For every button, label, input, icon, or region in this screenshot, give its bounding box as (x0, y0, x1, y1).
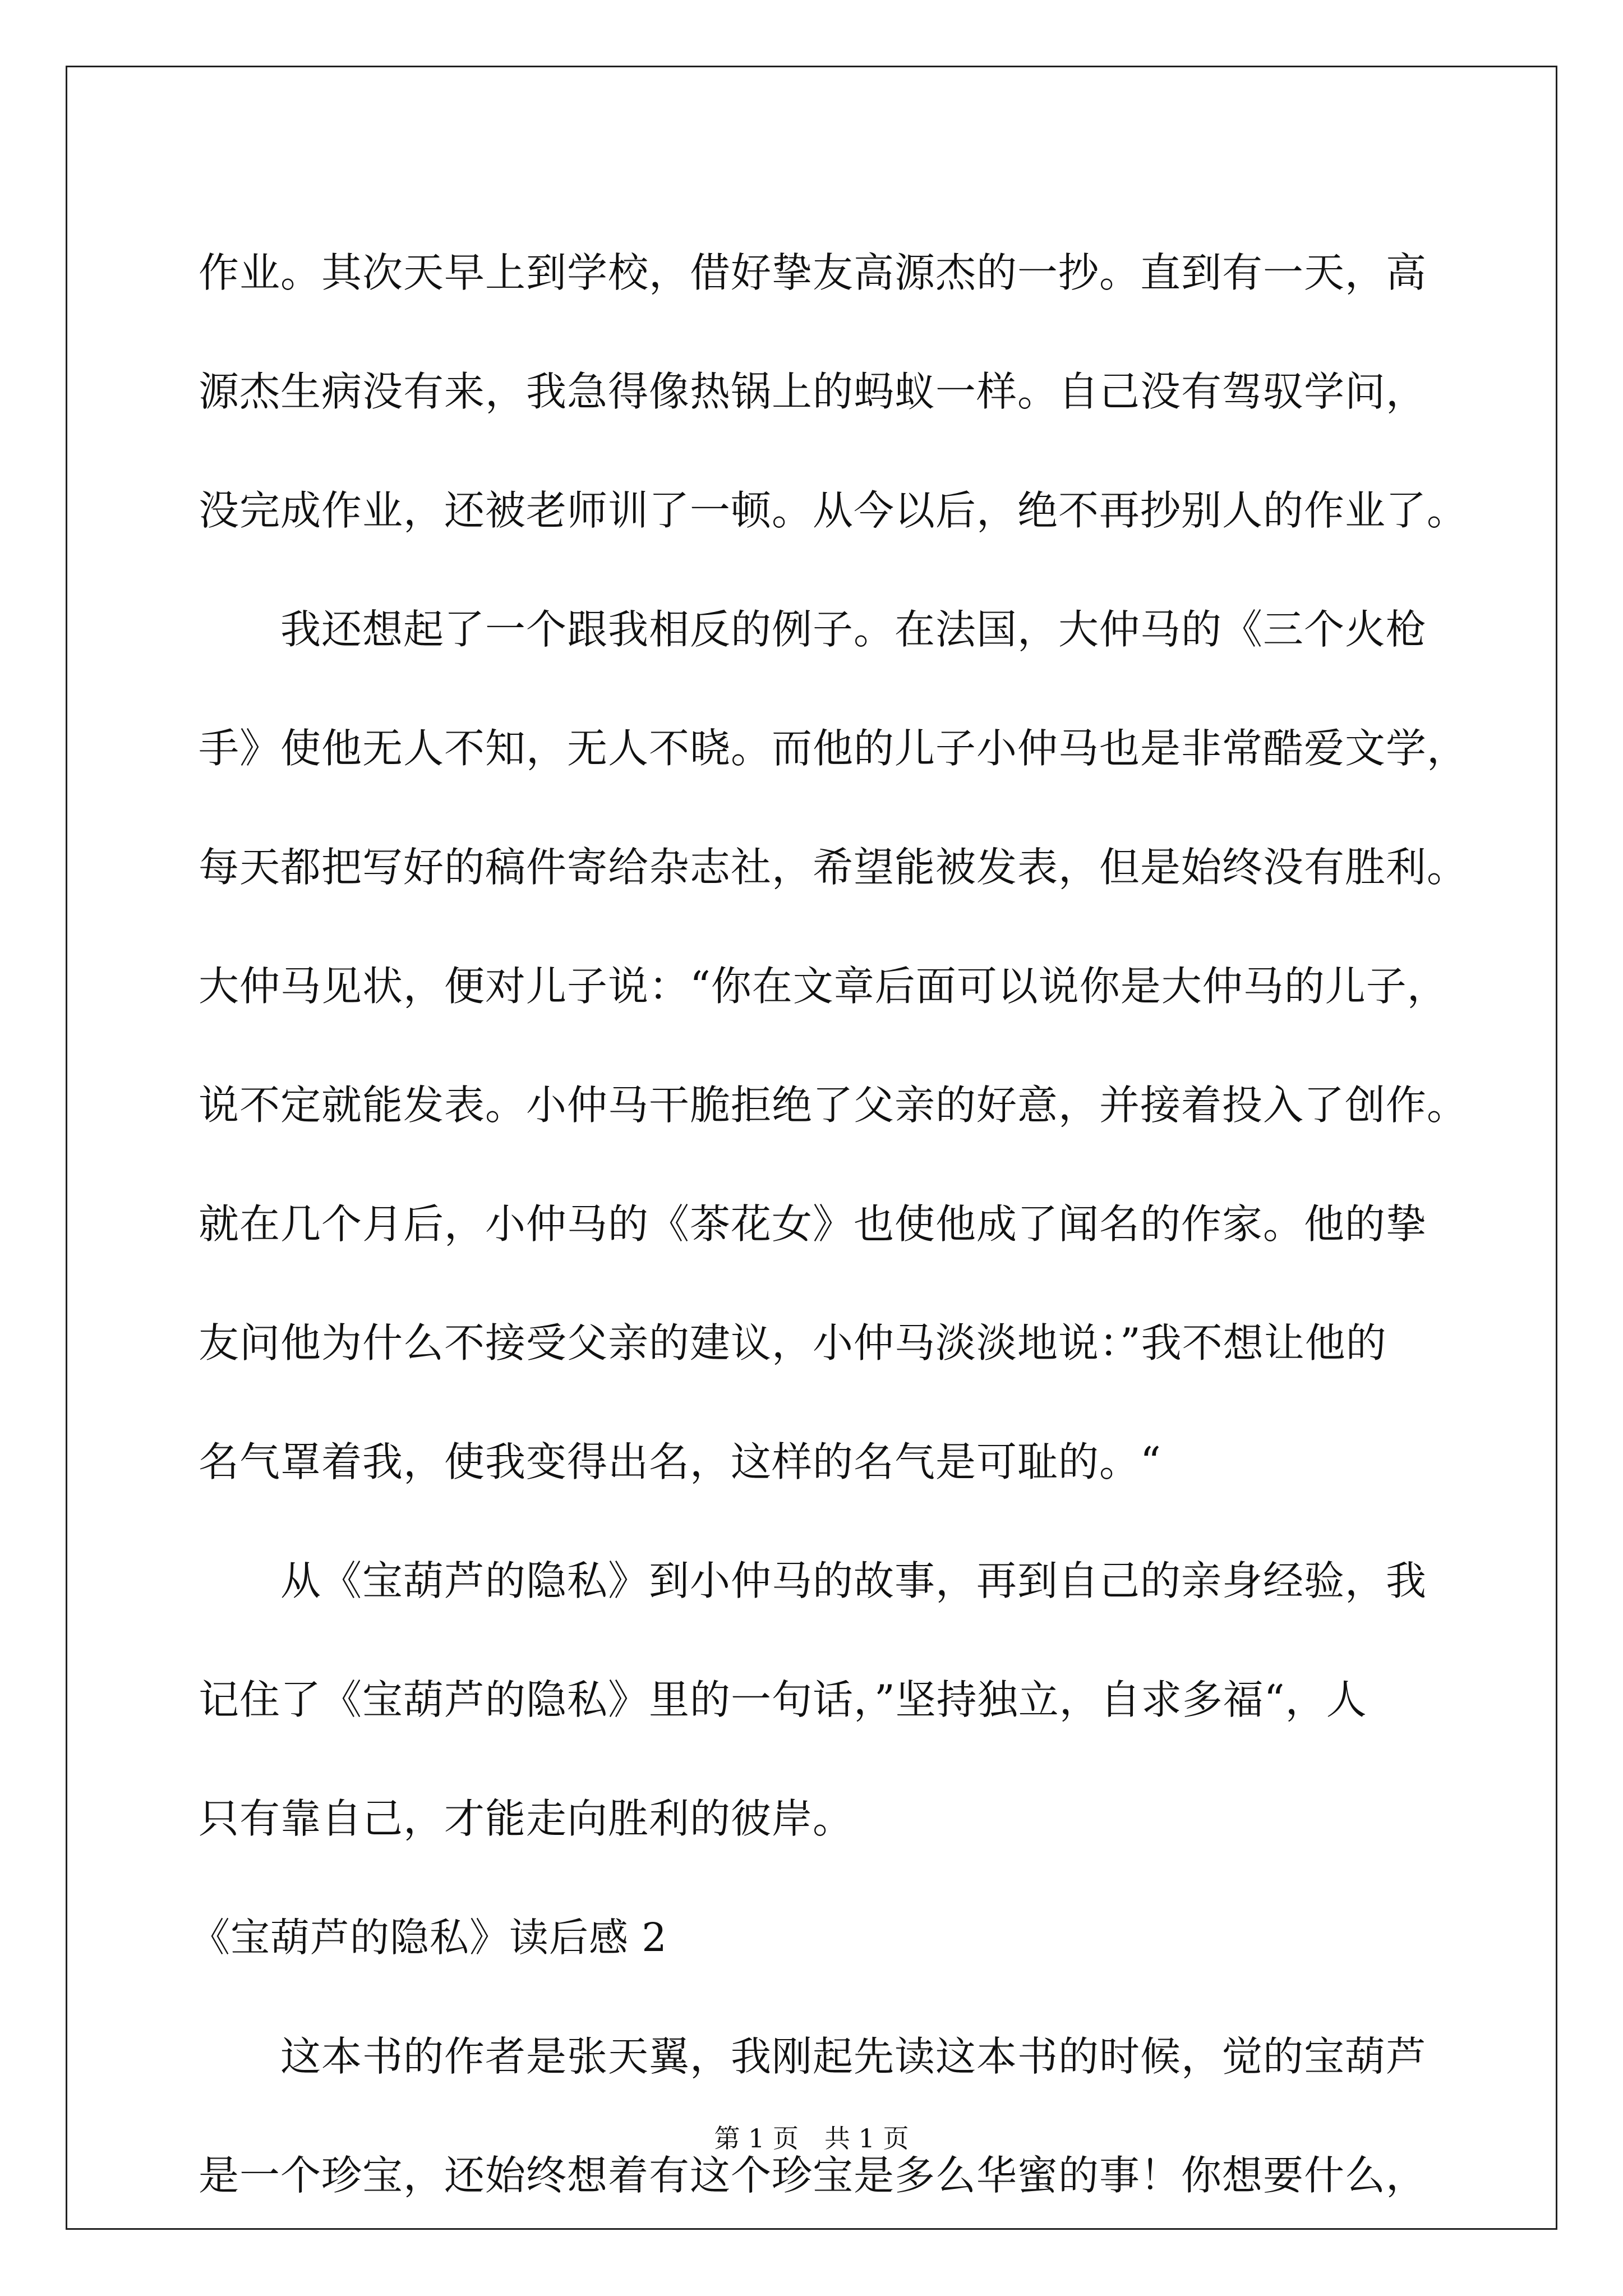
paragraph-line: 大仲马见状，便对儿子说：“你在文章后面可以说你是大仲马的儿子， (199, 963, 1448, 1010)
paragraph-line: 就在几个月后，小仲马的《茶花女》也使他成了闻名的作家。他的挚 (199, 1200, 1427, 1248)
paragraph-line: 作业。其次天早上到学校，借好挚友高源杰的一抄。直到有一天，高 (199, 249, 1427, 296)
paragraph-line: 记住了《宝葫芦的隐私》里的一句话，”坚持独立，自求多福“，人 (199, 1676, 1367, 1723)
paragraph-line: 我还想起了一个跟我相反的例子。在法国，大仲马的《三个火枪 (280, 606, 1427, 653)
paragraph-line: 手》使他无人不知，无人不晓。而他的儿子小仲马也是非常酷爱文学， (199, 725, 1468, 772)
document-body (191, 213, 1468, 2235)
section-heading: 《宝葫芦的隐私》读后感 2 (191, 1915, 667, 1961)
paragraph-line: 名气罩着我，使我变得出名，这样的名气是可耻的。“ (199, 1438, 1161, 1485)
paragraph-line: 每天都把写好的稿件寄给杂志社，希望能被发表，但是始终没有胜利。 (199, 844, 1468, 891)
paragraph-line: 只有靠自己，才能走向胜利的彼岸。 (199, 1795, 854, 1842)
paragraph-line: 说不定就能发表。小仲马干脆拒绝了父亲的好意，并接着投入了创作。 (199, 1082, 1468, 1129)
paragraph-line: 友问他为什么不接受父亲的建议，小仲马淡淡地说：”我不想让他的 (199, 1319, 1387, 1366)
paragraph-line: 这本书的作者是张天翼，我刚起先读这本书的时候，觉的宝葫芦 (280, 2033, 1427, 2080)
paragraph-line: 从《宝葫芦的隐私》到小仲马的故事，再到自己的亲身经验，我 (280, 1557, 1427, 1604)
page-footer (0, 2122, 1623, 2155)
page-number-label: 第 1 页 共 1 页 (714, 2123, 909, 2154)
paragraph-line: 没完成作业，还被老师训了一顿。从今以后，绝不再抄别人的作业了。 (199, 487, 1468, 534)
paragraph-line: 源杰生病没有来，我急得像热锅上的蚂蚁一样。自己没有驾驭学问， (199, 368, 1427, 415)
paragraph-line: 是一个珍宝，还始终想着有这个珍宝是多么华蜜的事！你想要什么， (199, 2152, 1427, 2199)
